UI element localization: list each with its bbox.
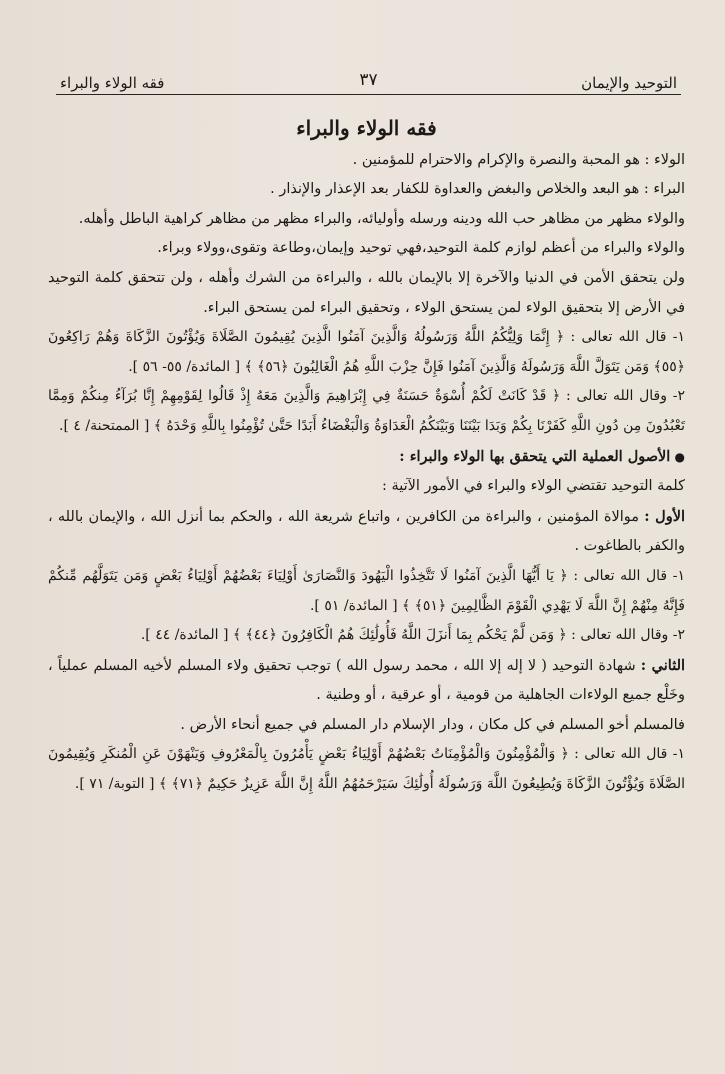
principle-first-text: موالاة المؤمنين ، والبراءة من الكافرين ، واتباع شريعة الله ، والحكم بما أنزل الله ، والإيمان بالله ، والكفر بالطاغوت . xyxy=(48,508,685,555)
brotherhood-paragraph: فالمسلم أخو المسلم في كل مكان ، ودار الإسلام دار المسلم في جميع أنحاء الأرض . xyxy=(180,716,685,733)
verse-citation: ١- قال الله تعالى : ﴿ وَالْمُؤْمِنُونَ وَالْمُؤْمِنَاتُ بَعْضُهُمْ أَوْلِيَاءُ بَعْضٍ يَأْمُرُونَ بِالْمَعْرُوفِ وَيَنْهَوْنَ عَنِ الْمُنكَرِ وَيُقِيمُونَ الصَّلَاةَ وَيُؤْتُونَ الزَّكَاةَ وَيُطِيعُونَ اللَّهَ وَرَسُولَهُ أُولَٰئِكَ سَيَرْحَمُهُمُ اللَّهُ إِنَّ اللَّهَ عَزِيزٌ حَكِيمٌ ﴿٧١﴾ ﴾ [ التوبة/ ٧١ ]. xyxy=(48,746,685,793)
paragraph: والولاء والبراء من أعظم لوازم كلمة التوحيد،فهي توحيد وإيمان،وطاعة وتقوى،وولاء وبراء. xyxy=(157,240,685,257)
section-intro: كلمة التوحيد تقتضي الولاء والبراء في الأمور الآتية : xyxy=(381,478,685,495)
page-body xyxy=(48,108,685,800)
definition-wala: الولاء : هو المحبة والنصرة والإكرام والاحترام للمؤمنين . xyxy=(352,151,685,168)
paragraph: والولاء مظهر من مظاهر حب الله ودينه ورسله وأوليائه، والبراء مظهر من مظاهر كراهية الباطل وأهله. xyxy=(78,210,685,227)
header-book-title: التوحيد والإيمان xyxy=(581,74,677,92)
chapter-title: فقه الولاء والبراء xyxy=(296,116,437,140)
header-chapter-title: فقه الولاء والبراء xyxy=(60,74,165,92)
running-header xyxy=(56,60,681,95)
definition-bara: البراء : هو البعد والخلاص والبغض والعداوة للكفار بعد الإعذار والإنذار . xyxy=(270,181,685,198)
verse-citation: ٢- وقال الله تعالى : ﴿ قَدْ كَانَتْ لَكُمْ أُسْوَةٌ حَسَنَةٌ فِي إِبْرَاهِيمَ وَالَّذِينَ مَعَهُ إِذْ قَالُوا لِقَوْمِهِمْ إِنَّا بُرَآءُ مِنكُمْ وَمِمَّا تَعْبُدُونَ مِن دُونِ اللَّهِ كَفَرْنَا بِكُمْ وَبَدَا بَيْنَنَا وَبَيْنَكُمُ الْعَدَاوَةُ وَالْبَغْضَاءُ أَبَدًا حَتَّىٰ تُؤْمِنُوا بِاللَّهِ وَحْدَهُ ﴾ [ الممتحنة/ ٤ ]. xyxy=(48,388,685,434)
section-heading: ● الأصول العملية التي يتحقق بها الولاء والبراء : xyxy=(48,442,685,473)
principle-first xyxy=(48,502,685,562)
principle-second xyxy=(48,651,685,711)
principle-second-label: الثاني : xyxy=(640,656,686,674)
paragraph: ولن يتحقق الأمن في الدنيا والآخرة إلا بالإيمان بالله ، والبراءة من الشرك وأهله ، ولن تتحقق كلمة التوحيد في الأرض إلا بتحقيق الولاء لمن يستحق الولاء ، وتحقيق البراء لمن يستحق البراء. xyxy=(48,269,685,316)
verse-citation: ١- قال الله تعالى : ﴿ إِنَّمَا وَلِيُّكُمُ اللَّهُ وَرَسُولُهُ وَالَّذِينَ آمَنُوا الَّذِينَ يُقِيمُونَ الصَّلَاةَ وَيُؤْتُونَ الزَّكَاةَ وَهُمْ رَاكِعُونَ ﴿٥٥﴾ وَمَن يَتَوَلَّ اللَّهَ وَرَسُولَهُ وَالَّذِينَ آمَنُوا فَإِنَّ حِزْبَ اللَّهِ هُمُ الْغَالِبُونَ ﴿٥٦﴾ ﴾ [ المائدة/ ٥٥- ٥٦ ]. xyxy=(48,329,685,375)
principle-second-text: شهادة التوحيد ( لا إله إلا الله ، محمد رسول الله ) توجب تحقيق ولاء المسلم لأخيه المسلم عملياً ، وخَلْع جميع الولاءات الجاهلية من قومية ، أو عرقية ، أو وطنية . xyxy=(48,657,685,704)
page-number: ٣٧ xyxy=(359,70,378,90)
principle-first-label: الأول : xyxy=(644,507,685,525)
verse-citation: ٢- وقال الله تعالى : ﴿ وَمَن لَّمْ يَحْكُم بِمَا أَنزَلَ اللَّهُ فَأُولَٰئِكَ هُمُ الْكَافِرُونَ ﴿٤٤﴾ ﴾ [ المائدة/ ٤٤ ]. xyxy=(140,627,685,644)
verse-citation: ١- قال الله تعالى : ﴿ يَا أَيُّهَا الَّذِينَ آمَنُوا لَا تَتَّخِذُوا الْيَهُودَ وَالنَّصَارَىٰ أَوْلِيَاءَ بَعْضُهُمْ أَوْلِيَاءُ بَعْضٍ وَمَن يَتَوَلَّهُم مِّنكُمْ فَإِنَّهُ مِنْهُمْ إِنَّ اللَّهَ لَا يَهْدِي الْقَوْمَ الظَّالِمِينَ ﴿٥١﴾ ﴾ [ المائدة/ ٥١ ]. xyxy=(48,567,685,614)
